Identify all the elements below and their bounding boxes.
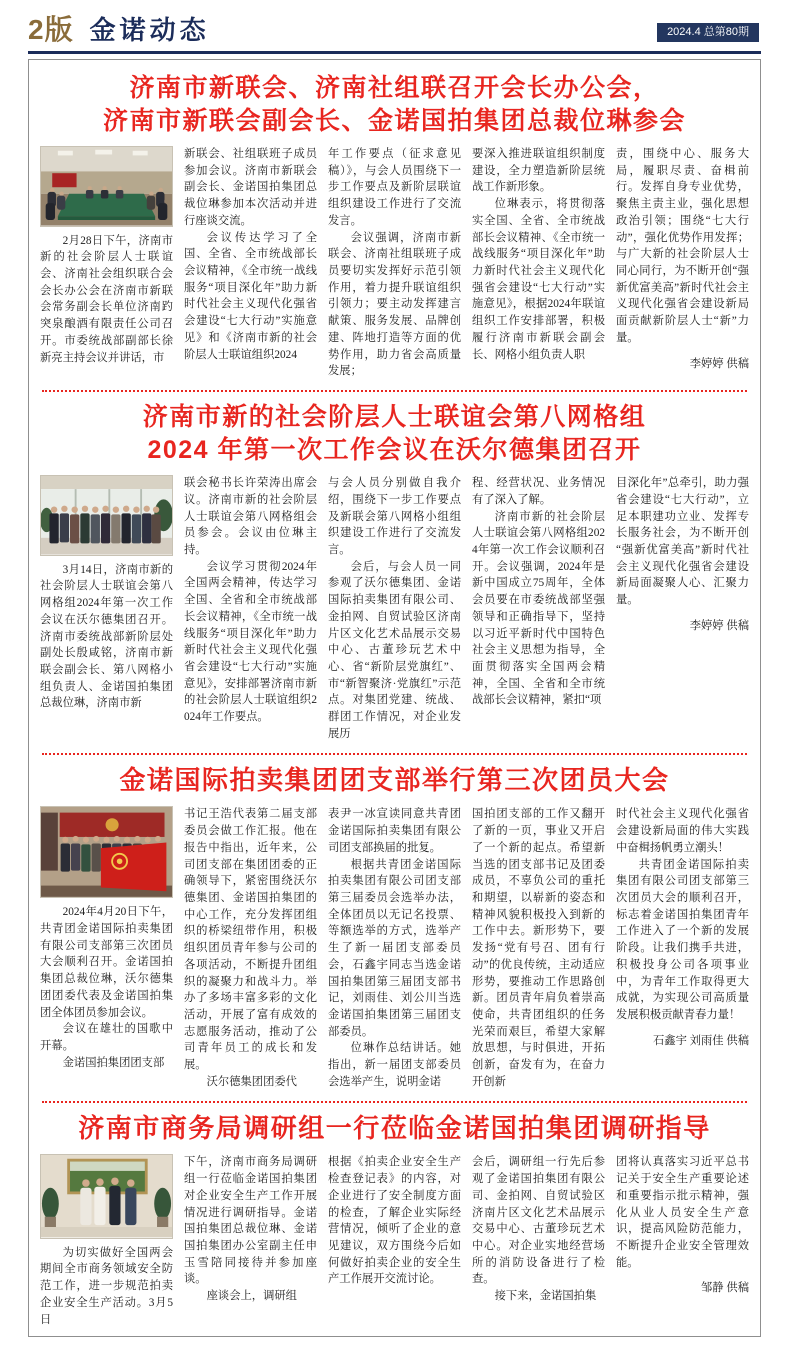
article-paragraph: 表尹一冰宣读同意共青团金诺国际拍卖集团有限公司团支部换届的批复。 — [328, 808, 461, 854]
article-paragraph: 会议强调，济南市新联会、济南社组联班子成员要切实发挥好示范引领作用，着力提升联谊组织引领力；要主动发挥建言献策、服务发展、品牌创建、阵地打造等方面的优势作用，助力省会高质量发展； — [328, 231, 461, 378]
article-headline — [40, 1112, 749, 1146]
article-separator — [42, 753, 747, 755]
byline: 邹静 供稿 — [700, 1282, 749, 1295]
article-paragraph: 沃尔德集团团委代 — [206, 1075, 297, 1088]
article-paragraph: 新联会、社组联班子成员参加会议。济南市新联会副会长、金诺国拍集团总裁位琳参加本次活动并进行座谈交流。 — [184, 148, 317, 227]
article-paragraph: 团将认真落实习近平总书记关于安全生产重要论述和重要指示批示精神，强化从业人员安全生产意识，提高风险防范能力，不断提升企业安全管理效能。 — [616, 1156, 749, 1269]
article-column — [472, 146, 605, 380]
article-column — [616, 146, 749, 380]
article-headline — [40, 764, 749, 798]
group-photo — [40, 475, 173, 556]
article-column — [328, 1154, 461, 1328]
article-column — [472, 475, 605, 743]
article-separator — [42, 390, 747, 392]
article-column — [472, 806, 605, 1090]
article-paragraph: 座谈会上，调研组 — [206, 1290, 297, 1303]
article-column — [616, 1154, 749, 1328]
article-paragraph: 联会秘书长许荣涛出席会议。济南市新的社会阶层人士联谊会第八网格组会员参会。会议由位琳主持。 — [184, 477, 317, 556]
article-paragraph: 时代社会主义现代化强省会建设新局面的伟大实践中奋楫扬帆勇立潮头！ — [616, 808, 749, 854]
article-paragraph: 书记王浩代表第二届支部委员会做工作汇报。他在报告中指出，近年来，公司团支部在集团团委的正确领导下，紧密围绕沃尔德集团、金诺国拍集团的中心工作，充分发挥团组织的桥梁纽带作用，积极组织团员青年参与公司的各项活动，不断提升团组织的凝聚力和战斗力。举办了多场丰富多彩的文化活动，开展了富有成效的志愿服务活动，推动了公司青年员工的成长和发展。 — [184, 808, 317, 1072]
article-paragraph: 2月28日下午，济南市新的社会阶层人士联谊会、济南社会组织联合会会长办公会在济南市新联会常务副会长单位济南趵突泉酿酒有限责任公司召开。市委统战部副部长徐新亮主持会议并讲话，市 — [40, 234, 173, 364]
article-paragraph: 目深化年”总牵引，助力强省会建设“七大行动”，立足本职建功立业、发挥专长服务社会，为不断开创“强新优富美高”新时代社会主义现代化强省会建设新局面凝聚人心、汇聚力量。 — [616, 477, 749, 607]
article-paragraph: 根据共青团金诺国际拍卖集团有限公司团支部第三届委员会选举办法，全体团员以无记名投票、等额选举的方式，选举产生了新一届团支部委员会，石鑫宇同志当选金诺国拍集团第三届团支部书记，刘雨佳、刘公川当选金诺国拍集团第三届团支部委员。 — [328, 858, 461, 1038]
article-paragraph: 会后，与会人员一同参观了沃尔德集团、金诺国际拍卖集团有限公司、金拍网、自贸试验区济南片区文化艺术品展示交易中心、古董珍玩艺术中心、省“新阶层党旗红”、市“新智聚济·党旗红”示范点。对集团党建、统战、群团工作情况，对企业发展历 — [328, 560, 461, 740]
article-tuanyuan-dahui — [40, 764, 749, 1091]
article-body — [40, 146, 749, 380]
article-column — [40, 1154, 173, 1328]
issue-badge: 2024.4 总第80期 — [657, 23, 759, 42]
article-paragraph: 位琳作总结讲话。她指出，新一届团支部委员会选举产生，说明金诺 — [328, 1042, 461, 1088]
page-header — [28, 16, 761, 54]
article-paragraph: 责，围绕中心、服务大局，履职尽责、奋楫前行。发挥自身专业优势，聚焦主责主业，强化思想政治引领；围绕“七大行动”，强化优势作用发挥；与广大新的社会阶层人士同心同行，为不断开创“强新优富美高”新时代社会主义现代化强省会建设新局面贡献新阶层人士“新”力量。 — [616, 148, 749, 344]
article-column — [616, 806, 749, 1090]
article-paragraph: 会议学习贯彻2024年全国两会精神，传达学习全国、全省和全市统战部长会议精神，《全市统一战线服务“项目深化年”助力新时代社会主义现代化强省会建设“七大行动”实施意见》，安排部署济南市新的社会阶层人士联谊组织2024年工作要点。 — [184, 560, 317, 724]
article-column — [616, 475, 749, 743]
article-paragraph: 济南市新的社会阶层人士联谊会第八网格组2024年第一次工作会议顺利召开。会议强调，2024年是新中国成立75周年，全体会员要在市委统战部坚强领导和正确指导下，坚持以习近平新时代中国特色社会主义思想为指导，全面贯彻落实全国两会精神，全国、全省和全市统战部长会议精神，紧扣“项 — [472, 510, 605, 707]
article-headline — [40, 72, 749, 137]
headline-line: 济南市新联会副会长、金诺国拍集团总裁位琳参会 — [102, 106, 686, 135]
lobby-photo — [40, 1154, 173, 1238]
article-body — [40, 475, 749, 743]
byline: 石鑫宇 刘雨佳 供稿 — [652, 1034, 749, 1047]
article-column — [40, 475, 173, 743]
headline-line: 济南市新的社会阶层人士联谊会第八网格组 — [142, 403, 647, 432]
conference-photo — [40, 146, 173, 227]
article-paragraph: 与会人员分别做自我介绍，围绕下一步工作要点及新联会第八网格小组组织建设工作进行了交流发言。 — [328, 477, 461, 556]
article-paragraph: 会议传达学习了全国、全省、全市统战部长会议精神，《全市统一战线服务“项目深化年”助力新时代社会主义现代化强省会建设“七大行动”实施意见》和《济南市新的社会阶层人士联谊组织2024 — [184, 231, 317, 361]
content-frame — [28, 59, 761, 1337]
article-paragraph: 要深入推进联谊组织制度建设，全力塑造新阶层统战工作新形象。 — [472, 148, 605, 194]
byline: 李婷婷 供稿 — [689, 619, 749, 632]
article-column — [184, 806, 317, 1090]
headline-line: 金诺国际拍卖集团团支部举行第三次团员大会 — [119, 764, 670, 795]
article-paragraph: 为切实做好全国两会期间全市商务领域安全防范工作，进一步规范拍卖企业安全生产活动。3月5日 — [40, 1246, 173, 1326]
article-column — [184, 1154, 317, 1328]
article-paragraph: 国拍团支部的工作又翻开了新的一页，事业又开启了一个新的起点。希望新当选的团支部书记及团委成员，不辜负公司的重托和期望，以崭新的姿态和精神风貌积极投入到新的工作中去。新形势下，要发扬“党有号召、团有行动”的优良传统，主动适应形势，要推动工作思路创新。团员青年肩负着崇高使命，共青团组织的任务光荣而艰巨，希望大家解放思想，与时俱进，开拓创新，奋发有为，在奋力开创新 — [472, 808, 605, 1088]
article-body — [40, 1154, 749, 1328]
article-paragraph: 3月14日，济南市新的社会阶层人士联谊会第八网格组2024年第一次工作会议在沃尔德集团召开。济南市委统战部新阶层处副处长殷咸铭，济南市新联会副会长、第八网格小组负责人、金诺国拍集团总裁位琳，济南市新 — [40, 563, 173, 710]
article-paragraph: 位琳表示，将贯彻落实全国、全省、全市统战部长会议精神、《全市统一战线服务“项目深化年”助力新时代社会主义现代化强省会建设“七大行动”实施意见》，根据2024年联谊组织工作安排部署，积极履行济南市新联会副会长、网格小组负责人职 — [472, 198, 605, 361]
article-xinlianhui-bangonghui — [40, 72, 749, 380]
headline-line: 2024 年第一次工作会议在沃尔德集团召开 — [147, 435, 642, 464]
article-shangwuju-diaoyan — [40, 1112, 749, 1329]
headline-line: 济南市新联会、济南社组联召开会长办公会， — [129, 74, 660, 102]
article-column — [40, 146, 173, 380]
article-wangge-huiyi — [40, 401, 749, 743]
article-column — [328, 146, 461, 380]
article-paragraph: 会后，调研组一行先后参观了金诺国拍集团有限公司、金拍网、自贸试验区济南片区文化艺术品展示交易中心、古董珍玩艺术中心。对企业实地经营场所的消防设备进行了检查。 — [472, 1156, 605, 1286]
article-column — [184, 475, 317, 743]
league-flag-photo — [40, 806, 173, 898]
article-column — [184, 146, 317, 380]
headline-line: 济南市商务局调研组一行莅临金诺国拍集团调研指导 — [78, 1112, 711, 1143]
article-paragraph: 根据《拍卖企业安全生产检查登记表》的内容，对企业进行了安全制度方面的检查，了解企业实际经营情况，倾听了企业的意见建议，双方围绕今后如何做好拍卖企业的安全生产工作展开交流讨论。 — [328, 1156, 461, 1286]
article-paragraph: 下午，济南市商务局调研组一行莅临金诺国拍集团对企业安全生产工作开展情况进行调研指导。金诺国拍集团总裁位琳、金诺国拍集团办公室副主任申玉雪陪同接待并参加座谈。 — [184, 1156, 317, 1286]
article-column — [328, 475, 461, 743]
masthead-title: 金诺动态 — [89, 16, 210, 45]
page-number-label: 2版 — [28, 14, 74, 45]
article-paragraph: 年工作要点（征求意见稿）》，与会人员围绕下一步工作要点及新阶层联谊组织建设工作进行了交流发言。 — [328, 148, 461, 227]
article-column — [328, 806, 461, 1090]
article-body — [40, 806, 749, 1090]
article-paragraph: 程、经营状况、业务情况有了深入了解。 — [472, 477, 605, 506]
article-paragraph: 共青团金诺国际拍卖集团有限公司团支部第三次团员大会的顺利召开，标志着金诺国拍集团青年工作进入了一个新的发展阶段。让我们携手共进，积极投身公司各项事业中，为青年工作取得更大成就，为实现公司高质量发展积极贡献青春力量！ — [616, 858, 749, 1021]
article-paragraph: 2024年4月20日下午，共青团金诺国际拍卖集团有限公司支部第三次团员大会顺利召开。金诺国拍集团总裁位琳，沃尔德集团团委代表及金诺国拍集团全体团员参加会议。 — [40, 906, 173, 1019]
article-column — [40, 806, 173, 1090]
article-paragraph: 接下来，金诺国拍集 — [494, 1290, 597, 1303]
article-column — [472, 1154, 605, 1328]
article-paragraph: 金诺国拍集团团支部 — [62, 1056, 165, 1069]
article-headline — [40, 401, 749, 466]
article-paragraph: 会议在雄壮的国歌中开幕。 — [40, 1023, 173, 1052]
byline: 李婷婷 供稿 — [689, 357, 749, 370]
article-separator — [42, 1101, 747, 1103]
